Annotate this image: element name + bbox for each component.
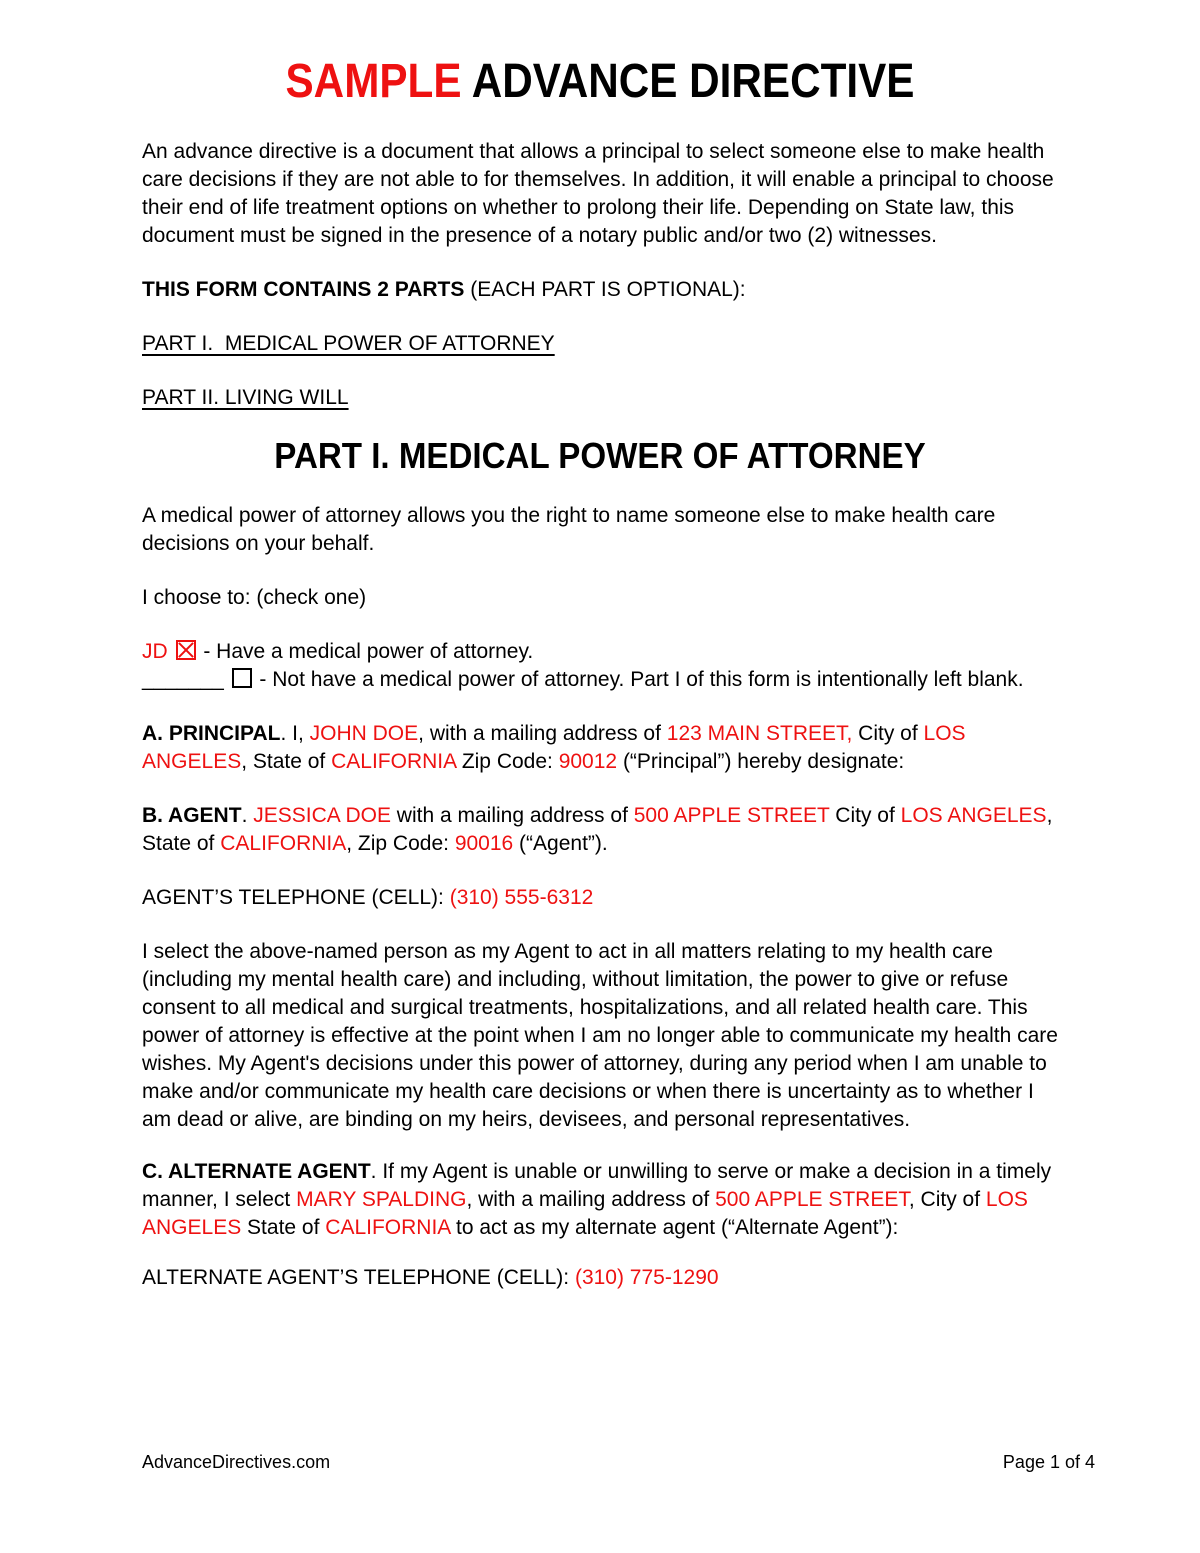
principal-city: LOS ANGELES (142, 722, 971, 773)
agent-phone-line (142, 884, 1058, 912)
mpoa-intro-paragraph: A medical power of attorney allows you the right to name someone else to make health care decisions on your behalf. (142, 504, 996, 555)
text-segment: THIS FORM CONTAINS 2 PARTS (142, 278, 465, 301)
text-segment: , State of (142, 804, 1059, 855)
alternate-agent-state: CALIFORNIA (325, 1216, 451, 1239)
not-have-mpoa-checkbox-icon (232, 668, 252, 688)
agent-label: B. AGENT (142, 804, 242, 827)
checkbox-options (142, 638, 1058, 694)
text-segment: , City of (908, 1188, 986, 1211)
text-segment: State of (241, 1216, 326, 1239)
alternate-agent-street: 500 APPLE STREET (715, 1188, 909, 1211)
agent-state: CALIFORNIA (220, 832, 347, 855)
alternate-agent-section (142, 1158, 1058, 1242)
alternate-agent-city: LOS ANGELES (142, 1188, 1033, 1239)
intro-paragraph: An advance directive is a document that allows a principal to select someone else to make health care decisions if they are not able to for themselves. In addition, it will enable a principal to choose their end of life treatment options on whether to prolong their life. Depending on State law, this document must be signed in the presence of a notary public and/or two (2) witnesses. (142, 140, 1054, 247)
text-segment: , Zip Code: (346, 832, 455, 855)
footer-page-number: Page 1 of 4 (1002, 1452, 1095, 1472)
text-segment: , with a mailing address of (418, 722, 667, 745)
page-footer (142, 1450, 1095, 1474)
agent-phone-number: (310) 555-6312 (449, 886, 594, 909)
principal-name: JOHN DOE (309, 722, 419, 745)
alternate-agent-phone-number: (310) 775-1290 (574, 1266, 719, 1289)
text-segment: , with a mailing address of (466, 1188, 716, 1211)
text-segment: , State of (241, 750, 332, 773)
agent-street: 500 APPLE STREET (633, 804, 830, 827)
text-segment: City of (829, 804, 901, 827)
agent-city: LOS ANGELES (900, 804, 1047, 827)
principal-section (142, 720, 1058, 776)
principal-state: CALIFORNIA (331, 750, 456, 773)
agent-section (142, 802, 1058, 858)
choose-prompt: I choose to: (check one) (142, 586, 367, 609)
alternate-agent-phone-line (142, 1264, 1058, 1292)
text-segment: . If my Agent is unable or unwilling to serve or make a decision in a timely manner, I select (142, 1160, 1057, 1211)
text-segment: (EACH PART IS OPTIONAL): (464, 278, 746, 301)
principal-zip: 90012 (558, 750, 618, 773)
parts-header (142, 276, 1058, 304)
text-segment: with a mailing address of (390, 804, 634, 827)
text-segment: . I, (280, 722, 310, 745)
part1-heading: PART I. MEDICAL POWER OF ATTORNEY (274, 435, 926, 476)
agent-powers-paragraph: I select the above-named person as my Agent to act in all matters relating to my health care (including my mental health care) and including, without limitation, the power to give or refuse consent to all medical and surgical treatments, hospitalizations, and all related health care. This power of attorney is effective at the point when I am no longer able to communicate my health care wishes. My Agent's decisions under this power of attorney, during any period when I am unable to make and/or communicate my health care decisions or when there is uncertainty as to whether I am dead or alive, are binding on my heirs, devisees, and personal representatives. (142, 940, 1058, 1131)
alternate-agent-phone-label: ALTERNATE AGENT’S TELEPHONE (CELL): (142, 1266, 575, 1289)
alternate-agent-name: MARY SPALDING (296, 1188, 467, 1211)
footer-site-name: AdvanceDirectives.com (142, 1452, 331, 1472)
text-segment: . (241, 804, 254, 827)
agent-phone-label: AGENT’S TELEPHONE (CELL): (142, 886, 450, 909)
part1-link: PART I. MEDICAL POWER OF ATTORNEY (142, 332, 555, 355)
agent-zip: 90016 (454, 832, 514, 855)
part2-link: PART II. LIVING WILL (142, 386, 349, 409)
text-segment: - Have a medical power of attorney. (197, 640, 534, 663)
text-segment: to act as my alternate agent (“Alternate Agent”): (450, 1216, 899, 1239)
text-segment: Zip Code: (455, 750, 559, 773)
document-title (197, 56, 1003, 108)
title-sample-word: SAMPLE (285, 55, 462, 108)
initials-blank-line: _______ (142, 668, 230, 691)
agent-name: JESSICA DOE (253, 804, 391, 827)
text-segment: - Not have a medical power of attorney. Part I of this form is intentionally left blank. (253, 668, 1024, 691)
text-segment: (“Agent”). (513, 832, 608, 855)
title-main-words: ADVANCE DIRECTIVE (461, 55, 915, 108)
principal-label: A. PRINCIPAL (142, 722, 281, 745)
text-segment: City of (852, 722, 924, 745)
principal-initials: JD (142, 640, 174, 663)
principal-street: 123 MAIN STREET, (666, 722, 853, 745)
have-mpoa-checkbox-icon (176, 640, 196, 660)
alternate-agent-label: C. ALTERNATE AGENT (142, 1160, 371, 1183)
text-segment: (“Principal”) hereby designate: (617, 750, 905, 773)
